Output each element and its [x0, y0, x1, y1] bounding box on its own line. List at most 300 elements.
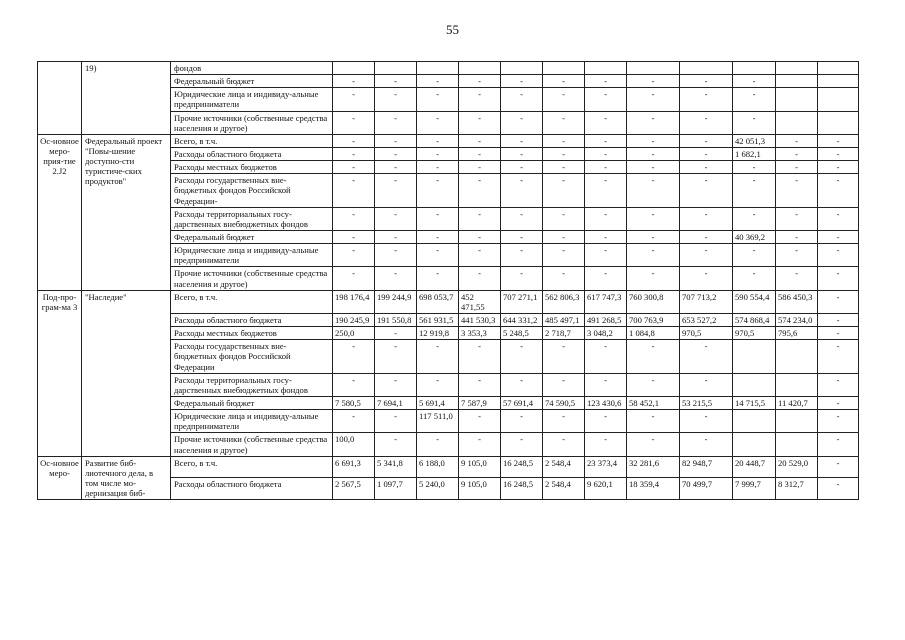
value-cell: - [417, 340, 459, 373]
value-cell: - [543, 230, 585, 243]
event-cell: Ос-новное меро-прия-тие 2.J2 [38, 134, 82, 290]
value-cell: - [627, 161, 680, 174]
value-cell: 42 051,3 [733, 134, 776, 147]
value-cell: - [375, 230, 417, 243]
value-cell: 700 763,9 [627, 313, 680, 326]
value-cell: - [375, 88, 417, 111]
source-cell: Федеральный бюджет [171, 396, 333, 409]
value-cell: - [585, 410, 627, 433]
value-cell: - [818, 174, 859, 207]
value-cell: - [818, 267, 859, 290]
value-cell: 20 529,0 [776, 456, 818, 478]
value-cell: - [375, 244, 417, 267]
value-cell: - [680, 230, 733, 243]
value-cell: - [459, 230, 501, 243]
value-cell: - [680, 267, 733, 290]
value-cell: 760 300,8 [627, 290, 680, 313]
value-cell: - [680, 433, 733, 456]
value-cell: - [543, 75, 585, 88]
value-cell: - [333, 161, 375, 174]
value-cell [733, 340, 776, 373]
value-cell: - [627, 207, 680, 230]
value-cell: - [375, 75, 417, 88]
value-cell: 20 448,7 [733, 456, 776, 478]
value-cell: - [818, 161, 859, 174]
value-cell: - [627, 147, 680, 160]
value-cell: - [585, 134, 627, 147]
value-cell: - [417, 88, 459, 111]
value-cell: - [776, 134, 818, 147]
value-cell: - [543, 340, 585, 373]
value-cell: - [417, 147, 459, 160]
value-cell: - [627, 75, 680, 88]
value-cell [417, 62, 459, 75]
value-cell: - [543, 433, 585, 456]
project-cell: Федеральный проект "Повы-шение доступно-сти туристиче-ских продуктов" [82, 134, 171, 290]
value-cell: 82 948,7 [680, 456, 733, 478]
value-cell: 7 587,9 [459, 396, 501, 409]
value-cell: 6 188,0 [417, 456, 459, 478]
value-cell: 117 511,0 [417, 410, 459, 433]
value-cell: - [818, 396, 859, 409]
value-cell: - [375, 433, 417, 456]
source-cell: Прочие источники (собственные средства населения и другое) [171, 267, 333, 290]
table-row [38, 134, 859, 147]
value-cell: - [333, 340, 375, 373]
value-cell: - [680, 207, 733, 230]
value-cell: 590 554,4 [733, 290, 776, 313]
value-cell: - [333, 134, 375, 147]
event-cell [38, 62, 82, 135]
value-cell: - [680, 111, 733, 134]
value-cell [818, 111, 859, 134]
value-cell: 74 590,5 [543, 396, 585, 409]
value-cell: - [627, 230, 680, 243]
value-cell: - [375, 267, 417, 290]
value-cell [459, 62, 501, 75]
value-cell [375, 62, 417, 75]
value-cell: - [776, 161, 818, 174]
value-cell: 14 715,5 [733, 396, 776, 409]
value-cell: - [818, 313, 859, 326]
source-cell: Юридические лица и индивиду-альные предприниматели [171, 88, 333, 111]
value-cell: - [375, 207, 417, 230]
value-cell: - [333, 410, 375, 433]
value-cell [818, 88, 859, 111]
value-cell: - [333, 75, 375, 88]
value-cell: 5 240,0 [417, 478, 459, 500]
value-cell: - [501, 267, 543, 290]
value-cell: - [501, 340, 543, 373]
value-cell: - [680, 161, 733, 174]
value-cell: - [459, 174, 501, 207]
source-cell: Расходы местных бюджетов [171, 327, 333, 340]
value-cell: - [375, 174, 417, 207]
value-cell: 574 234,0 [776, 313, 818, 326]
value-cell: 5 341,8 [375, 456, 417, 478]
value-cell: - [818, 373, 859, 396]
value-cell: - [585, 161, 627, 174]
value-cell: 707 271,1 [501, 290, 543, 313]
value-cell: 8 312,7 [776, 478, 818, 500]
value-cell: 18 359,4 [627, 478, 680, 500]
source-cell: Юридические лица и индивиду-альные предприниматели [171, 244, 333, 267]
value-cell: - [818, 207, 859, 230]
value-cell [818, 62, 859, 75]
value-cell: - [680, 174, 733, 207]
source-cell: Прочие источники (собственные средства населения и другое) [171, 111, 333, 134]
value-cell: - [585, 373, 627, 396]
value-cell: - [543, 161, 585, 174]
value-cell: 586 450,3 [776, 290, 818, 313]
value-cell: - [459, 88, 501, 111]
value-cell: - [501, 161, 543, 174]
value-cell [776, 433, 818, 456]
value-cell: - [417, 161, 459, 174]
value-cell: 707 713,2 [680, 290, 733, 313]
value-cell: 9 105,0 [459, 456, 501, 478]
value-cell: - [417, 373, 459, 396]
value-cell: 100,0 [333, 433, 375, 456]
value-cell: - [459, 410, 501, 433]
value-cell: - [501, 207, 543, 230]
value-cell [501, 62, 543, 75]
value-cell: - [585, 207, 627, 230]
table-body [38, 62, 859, 500]
project-cell: 19) [82, 62, 171, 135]
value-cell: - [375, 373, 417, 396]
value-cell: - [417, 244, 459, 267]
value-cell: 970,5 [680, 327, 733, 340]
value-cell: - [333, 207, 375, 230]
value-cell [818, 75, 859, 88]
source-cell: Расходы территориальных госу-дарственных внебюджетных фондов [171, 207, 333, 230]
value-cell: - [776, 244, 818, 267]
value-cell: - [776, 267, 818, 290]
value-cell: - [733, 174, 776, 207]
value-cell: - [417, 174, 459, 207]
value-cell: - [501, 230, 543, 243]
value-cell: - [585, 433, 627, 456]
value-cell: - [501, 147, 543, 160]
value-cell [333, 62, 375, 75]
value-cell: - [543, 267, 585, 290]
value-cell: - [818, 230, 859, 243]
source-cell: Федеральный бюджет [171, 75, 333, 88]
value-cell: 190 245,9 [333, 313, 375, 326]
value-cell: - [585, 174, 627, 207]
value-cell: - [501, 75, 543, 88]
value-cell [776, 373, 818, 396]
table-row [38, 62, 859, 75]
value-cell: 452 471,55 [459, 290, 501, 313]
value-cell: - [818, 340, 859, 373]
value-cell: - [818, 410, 859, 433]
value-cell: 5 248,5 [501, 327, 543, 340]
value-cell: - [680, 75, 733, 88]
value-cell: - [818, 456, 859, 478]
value-cell: - [459, 244, 501, 267]
value-cell: - [333, 267, 375, 290]
value-cell: - [417, 111, 459, 134]
value-cell: 441 530,3 [459, 313, 501, 326]
value-cell: - [733, 161, 776, 174]
value-cell: 7 694,1 [375, 396, 417, 409]
value-cell: - [585, 267, 627, 290]
source-cell: Всего, в т.ч. [171, 456, 333, 478]
value-cell: 698 053,7 [417, 290, 459, 313]
value-cell: - [417, 267, 459, 290]
value-cell: 7 580,5 [333, 396, 375, 409]
value-cell [733, 433, 776, 456]
value-cell: - [818, 433, 859, 456]
value-cell: 57 691,4 [501, 396, 543, 409]
value-cell: 53 215,5 [680, 396, 733, 409]
value-cell: - [543, 373, 585, 396]
value-cell [680, 62, 733, 75]
source-cell: Расходы областного бюджета [171, 313, 333, 326]
value-cell: - [417, 134, 459, 147]
source-cell: Федеральный бюджет [171, 230, 333, 243]
value-cell: - [543, 174, 585, 207]
value-cell: - [776, 207, 818, 230]
source-cell: Расходы государственных вне-бюджетных фондов Российской Федерации- [171, 174, 333, 207]
value-cell [733, 62, 776, 75]
value-cell: - [818, 478, 859, 500]
value-cell: - [627, 267, 680, 290]
value-cell: 40 369,2 [733, 230, 776, 243]
value-cell: 2 548,4 [543, 478, 585, 500]
value-cell: - [375, 410, 417, 433]
value-cell: - [585, 111, 627, 134]
value-cell: 199 244,9 [375, 290, 417, 313]
value-cell [776, 410, 818, 433]
value-cell: - [333, 244, 375, 267]
value-cell: - [333, 111, 375, 134]
value-cell: - [459, 433, 501, 456]
value-cell: 70 499,7 [680, 478, 733, 500]
value-cell: 2 718,7 [543, 327, 585, 340]
value-cell: 198 176,4 [333, 290, 375, 313]
value-cell: 6 691,3 [333, 456, 375, 478]
source-cell: Расходы областного бюджета [171, 478, 333, 500]
value-cell: - [680, 147, 733, 160]
value-cell: - [680, 373, 733, 396]
value-cell: - [417, 433, 459, 456]
value-cell: - [543, 147, 585, 160]
value-cell [733, 373, 776, 396]
value-cell: 32 281,6 [627, 456, 680, 478]
value-cell [776, 111, 818, 134]
value-cell: - [501, 410, 543, 433]
value-cell [585, 62, 627, 75]
value-cell: 9 620,1 [585, 478, 627, 500]
value-cell: - [501, 433, 543, 456]
value-cell: 58 452,1 [627, 396, 680, 409]
value-cell: - [818, 290, 859, 313]
value-cell: 644 331,2 [501, 313, 543, 326]
value-cell: - [501, 174, 543, 207]
value-cell: - [333, 174, 375, 207]
value-cell: - [585, 340, 627, 373]
value-cell: - [627, 244, 680, 267]
value-cell: - [375, 327, 417, 340]
value-cell: - [627, 433, 680, 456]
value-cell: - [585, 147, 627, 160]
value-cell: - [818, 244, 859, 267]
value-cell: 3 048,2 [585, 327, 627, 340]
project-cell: Развитие биб-лиотечного дела, в том числе мо-дернизация биб- [82, 456, 171, 500]
value-cell: 562 806,3 [543, 290, 585, 313]
value-cell: 5 691,4 [417, 396, 459, 409]
value-cell: - [501, 111, 543, 134]
value-cell: 1 682,1 [733, 147, 776, 160]
value-cell: 2 548,4 [543, 456, 585, 478]
source-cell: Расходы государственных вне-бюджетных фондов Российской Федерации [171, 340, 333, 373]
value-cell: - [375, 161, 417, 174]
value-cell: - [459, 75, 501, 88]
source-cell: Прочие источники (собственные средства населения и другое) [171, 433, 333, 456]
value-cell: 250,0 [333, 327, 375, 340]
value-cell: - [459, 340, 501, 373]
value-cell: 23 373,4 [585, 456, 627, 478]
value-cell: 485 497,1 [543, 313, 585, 326]
value-cell: - [459, 134, 501, 147]
value-cell: - [733, 75, 776, 88]
source-cell: Расходы местных бюджетов [171, 161, 333, 174]
value-cell: - [417, 207, 459, 230]
value-cell: - [585, 230, 627, 243]
value-cell: - [680, 244, 733, 267]
event-cell: Ос-новное меро- [38, 456, 82, 500]
value-cell: - [459, 147, 501, 160]
value-cell: - [501, 88, 543, 111]
value-cell: - [680, 340, 733, 373]
value-cell: - [501, 373, 543, 396]
value-cell: 3 353,3 [459, 327, 501, 340]
value-cell: - [627, 111, 680, 134]
table-row [38, 290, 859, 313]
value-cell: - [333, 230, 375, 243]
value-cell: - [459, 207, 501, 230]
value-cell: - [627, 88, 680, 111]
value-cell: - [459, 267, 501, 290]
value-cell: - [627, 134, 680, 147]
value-cell: - [733, 111, 776, 134]
value-cell: - [375, 111, 417, 134]
value-cell: 795,6 [776, 327, 818, 340]
value-cell: - [501, 134, 543, 147]
value-cell: 1 097,7 [375, 478, 417, 500]
value-cell: - [333, 88, 375, 111]
value-cell: 12 919,8 [417, 327, 459, 340]
value-cell: 9 105,0 [459, 478, 501, 500]
source-cell: Всего, в т.ч. [171, 290, 333, 313]
value-cell: - [627, 340, 680, 373]
value-cell: - [543, 244, 585, 267]
value-cell: - [627, 373, 680, 396]
value-cell: - [733, 88, 776, 111]
value-cell [776, 75, 818, 88]
value-cell: - [627, 174, 680, 207]
financing-table [37, 61, 859, 500]
source-cell: Расходы областного бюджета [171, 147, 333, 160]
value-cell: - [543, 410, 585, 433]
source-cell: Всего, в т.ч. [171, 134, 333, 147]
source-cell: фондов [171, 62, 333, 75]
value-cell: - [459, 373, 501, 396]
value-cell [776, 88, 818, 111]
value-cell: - [733, 267, 776, 290]
value-cell: 7 999,7 [733, 478, 776, 500]
value-cell: 16 248,5 [501, 478, 543, 500]
value-cell: - [585, 244, 627, 267]
value-cell: 1 084,8 [627, 327, 680, 340]
value-cell: - [680, 88, 733, 111]
value-cell: - [680, 134, 733, 147]
value-cell: - [733, 244, 776, 267]
value-cell: - [543, 134, 585, 147]
value-cell: - [333, 147, 375, 160]
value-cell [776, 340, 818, 373]
value-cell: - [543, 88, 585, 111]
value-cell: 11 420,7 [776, 396, 818, 409]
value-cell: - [818, 147, 859, 160]
value-cell: - [680, 410, 733, 433]
value-cell: 653 527,2 [680, 313, 733, 326]
value-cell: - [818, 327, 859, 340]
value-cell: - [818, 134, 859, 147]
value-cell: 191 550,8 [375, 313, 417, 326]
value-cell: - [733, 207, 776, 230]
value-cell: - [375, 147, 417, 160]
page-number: 55 [446, 22, 459, 37]
value-cell: 574 868,4 [733, 313, 776, 326]
value-cell: - [459, 161, 501, 174]
value-cell: - [375, 134, 417, 147]
event-cell: Под-про-грам-ма 3 [38, 290, 82, 456]
value-cell: - [459, 111, 501, 134]
source-cell: Юридические лица и индивиду-альные предприниматели [171, 410, 333, 433]
value-cell: - [333, 373, 375, 396]
value-cell: 617 747,3 [585, 290, 627, 313]
value-cell [733, 410, 776, 433]
value-cell [543, 62, 585, 75]
value-cell [776, 62, 818, 75]
value-cell: 123 430,6 [585, 396, 627, 409]
value-cell: - [543, 111, 585, 134]
project-cell: "Наследие" [82, 290, 171, 456]
value-cell [627, 62, 680, 75]
value-cell: - [501, 244, 543, 267]
value-cell: - [776, 230, 818, 243]
value-cell: - [627, 410, 680, 433]
value-cell: 491 268,5 [585, 313, 627, 326]
value-cell: 561 931,5 [417, 313, 459, 326]
value-cell: - [417, 230, 459, 243]
value-cell: - [776, 174, 818, 207]
value-cell: - [585, 88, 627, 111]
value-cell: 16 248,5 [501, 456, 543, 478]
value-cell: - [543, 207, 585, 230]
source-cell: Расходы территориальных госу-дарственных внебюджетных фондов [171, 373, 333, 396]
table-row [38, 456, 859, 478]
value-cell: - [375, 340, 417, 373]
value-cell: - [585, 75, 627, 88]
value-cell: - [776, 147, 818, 160]
value-cell: 2 567,5 [333, 478, 375, 500]
value-cell: 970,5 [733, 327, 776, 340]
